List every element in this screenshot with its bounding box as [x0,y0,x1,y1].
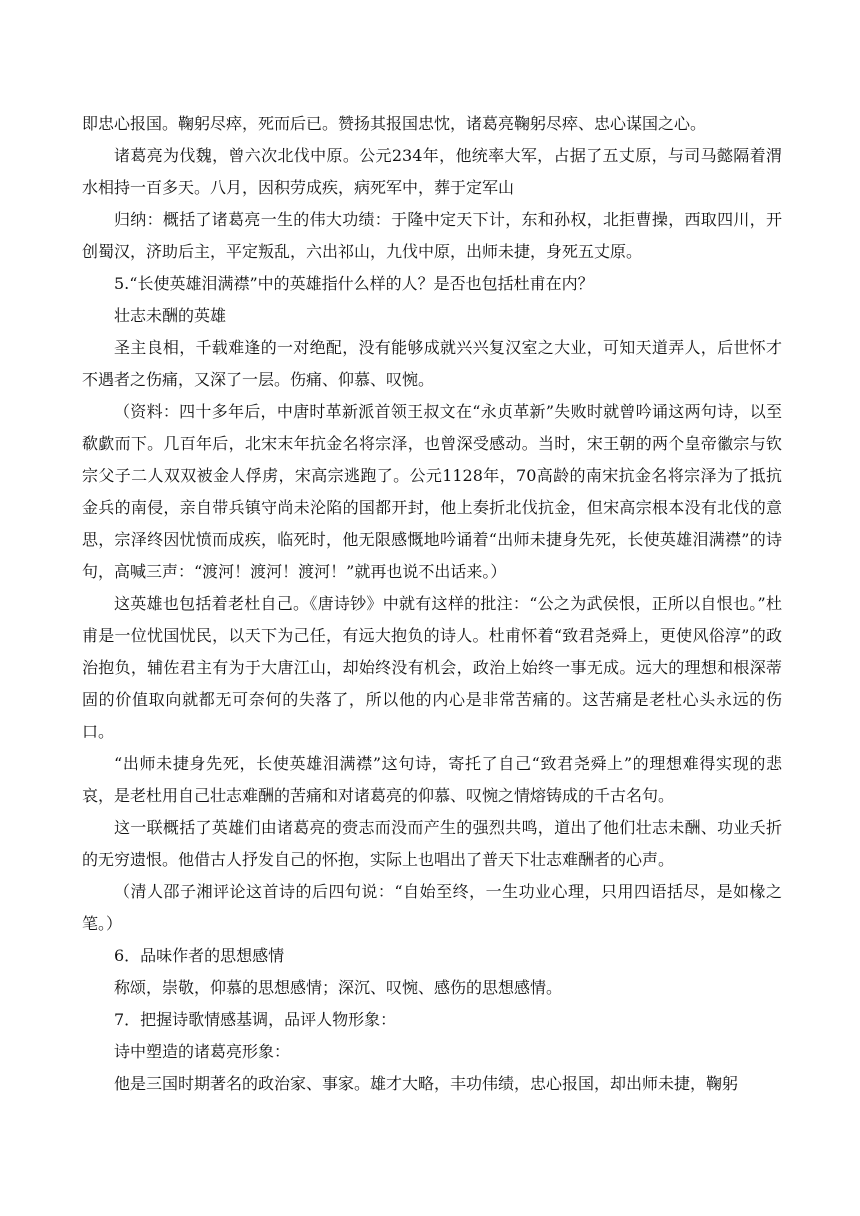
paragraph-9: “出师未捷身先死，长使英雄泪满襟”这句诗，寄托了自己“致君尧舜上”的理想难得实现的悲哀，是老杜用自己壮志难酬的苦痛和对诸葛亮的仰慕、叹惋之情熔铸成的千古名句。 [82,754,782,805]
paragraph-10: 这一联概括了英雄们由诸葛亮的赍志而没而产生的强烈共鸣，道出了他们壮志未酬、功业夭折的无穷遗恨。他借古人抒发自己的怀抱，实际上也唱出了普天下壮志难酬者的心声。 [82,818,782,869]
paragraph-8: 这英雄也包括着老杜自己。《唐诗钞》中就有这样的批注：“公之为武侯恨，正所以自恨也。”杜甫是一位忧国忧民，以天下为己任，有远大抱负的诗人。杜甫怀着“致君尧舜上，更使风俗淳”的政治抱负，辅佐君主有为于大唐江山，却始终没有机会，政治上始终一事无成。远大的理想和根深蒂固的价值取向就都无可奈何的失落了，所以他的内心是非常苦痛的。这苦痛是老杜心头永远的伤口。 [82,594,782,741]
answer-7-subheading: 诗中塑造的诸葛亮形象： [114,1042,291,1061]
critic-note: （清人邵子湘评论这首诗的后四句说：“自始至终，一生功业心理，只用四语括尽，是如椽之笔。） [82,882,782,933]
question-5-heading: 5.“长使英雄泪满襟”中的英雄指什么样的人？是否也包括杜甫在内？ [114,274,594,293]
paragraph-2: 诸葛亮为伐魏，曾六次北伐中原。公元234年，他统率大军，占据了五丈原，与司马懿隔着渭水相持一百多天。八月，因积劳成疾，病死军中，葬于定军山 [82,146,782,197]
document-body [82,108,782,1100]
question-7-heading: 7．把握诗歌情感基调，品评人物形象： [114,1010,397,1029]
answer-6: 称颂，崇敬，仰慕的思想感情；深沉、叹惋、感伤的思想感情。 [114,978,563,997]
answer-5-summary: 壮志未酬的英雄 [114,306,227,325]
question-6-heading: 6．品味作者的思想感情 [114,946,285,965]
answer-7-text: 他是三国时期著名的政治家、事家。雄才大略，丰功伟绩，忠心报国，却出师未捷，鞠躬 [114,1074,739,1093]
paragraph-3: 归纳：概括了诸葛亮一生的伟大功绩：于隆中定天下计，东和孙权，北拒曹操，西取四川，开创蜀汉，济助后主，平定叛乱，六出祁山，九伐中原，出师未捷，身死五丈原。 [82,210,782,261]
paragraph-6: 圣主良相，千载难逢的一对绝配，没有能够成就兴兴复汉室之大业，可知天道弄人，后世怀才不遇者之伤痛，又深了一层。伤痛、仰慕、叹惋。 [82,338,782,389]
paragraph-1: 即忠心报国。鞠躬尽瘁，死而后已。赞扬其报国忠忱，诸葛亮鞠躬尽瘁、忠心谋国之心。 [82,114,707,133]
reference-material: （资料：四十多年后，中唐时革新派首领王叔文在“永贞革新”失败时就曾吟诵这两句诗，以至欷歔而下。几百年后，北宋末年抗金名将宗泽，也曾深受感动。当时，宋王朝的两个皇帝徽宗与钦宗父子二人双双被金人俘虏，宋高宗逃跑了。公元1128年，70高龄的南宋抗金名将宗泽为了抵抗金兵的南侵，亲自带兵镇守尚未沦陷的国都开封，他上奏折北伐抗金，但宋高宗根本没有北伐的意思，宗泽终因忧愤而成疾，临死时，他无限感慨地吟诵着“出师未捷身先死，长使英雄泪满襟”的诗句，高喊三声：“渡河！渡河！渡河！”就再也说不出话来。） [82,402,782,581]
